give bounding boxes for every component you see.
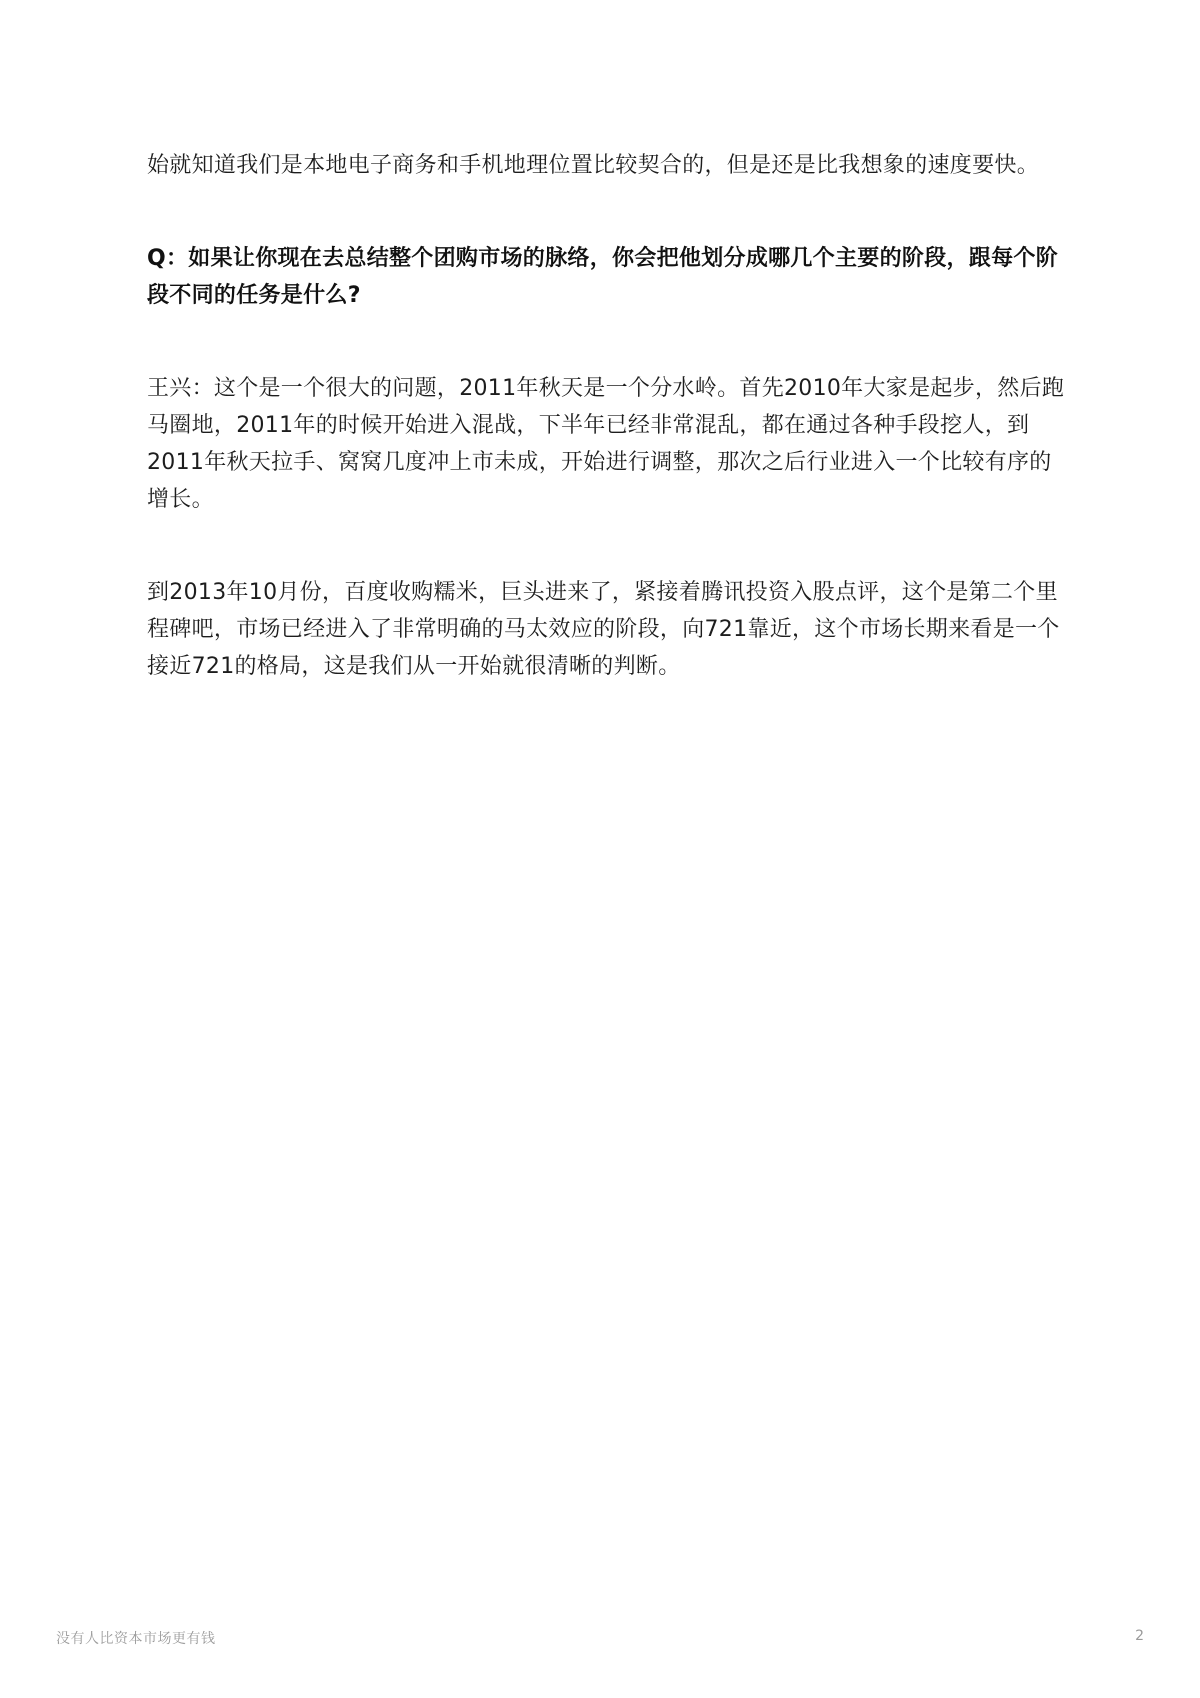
paragraph-answer: 王兴：这个是一个很大的问题，2011年秋天是一个分水岭。首先2010年大家是起步，然后跑马圈地，2011年的时候开始进入混战，下半年已经非常混乱，都在通过各种手段挖人，到2011年秋天拉手、窝窝几度冲上市未成，开始进行调整，那次之后行业进入一个比较有序的增长。	[147, 376, 1065, 512]
paragraph-answer-continuation: 始就知道我们是本地电子商务和手机地理位置比较契合的，但是还是比我想象的速度要快。	[147, 153, 1040, 178]
document-body	[147, 147, 1067, 685]
page-number: 2	[1135, 1628, 1144, 1644]
paragraph-answer: 到2013年10月份，百度收购糯米，巨头进来了，紧接着腾讯投资入股点评，这个是第二个里程碑吧，市场已经进入了非常明确的马太效应的阶段，向721靠近，这个市场长期来看是一个接近721的格局，这是我们从一开始就很清晰的判断。	[147, 580, 1060, 679]
paragraph-question: Q：如果让你现在去总结整个团购市场的脉络，你会把他划分成哪几个主要的阶段，跟每个阶段不同的任务是什么?	[147, 246, 1059, 308]
footer-title: 没有人比资本市场更有钱	[56, 1631, 216, 1647]
